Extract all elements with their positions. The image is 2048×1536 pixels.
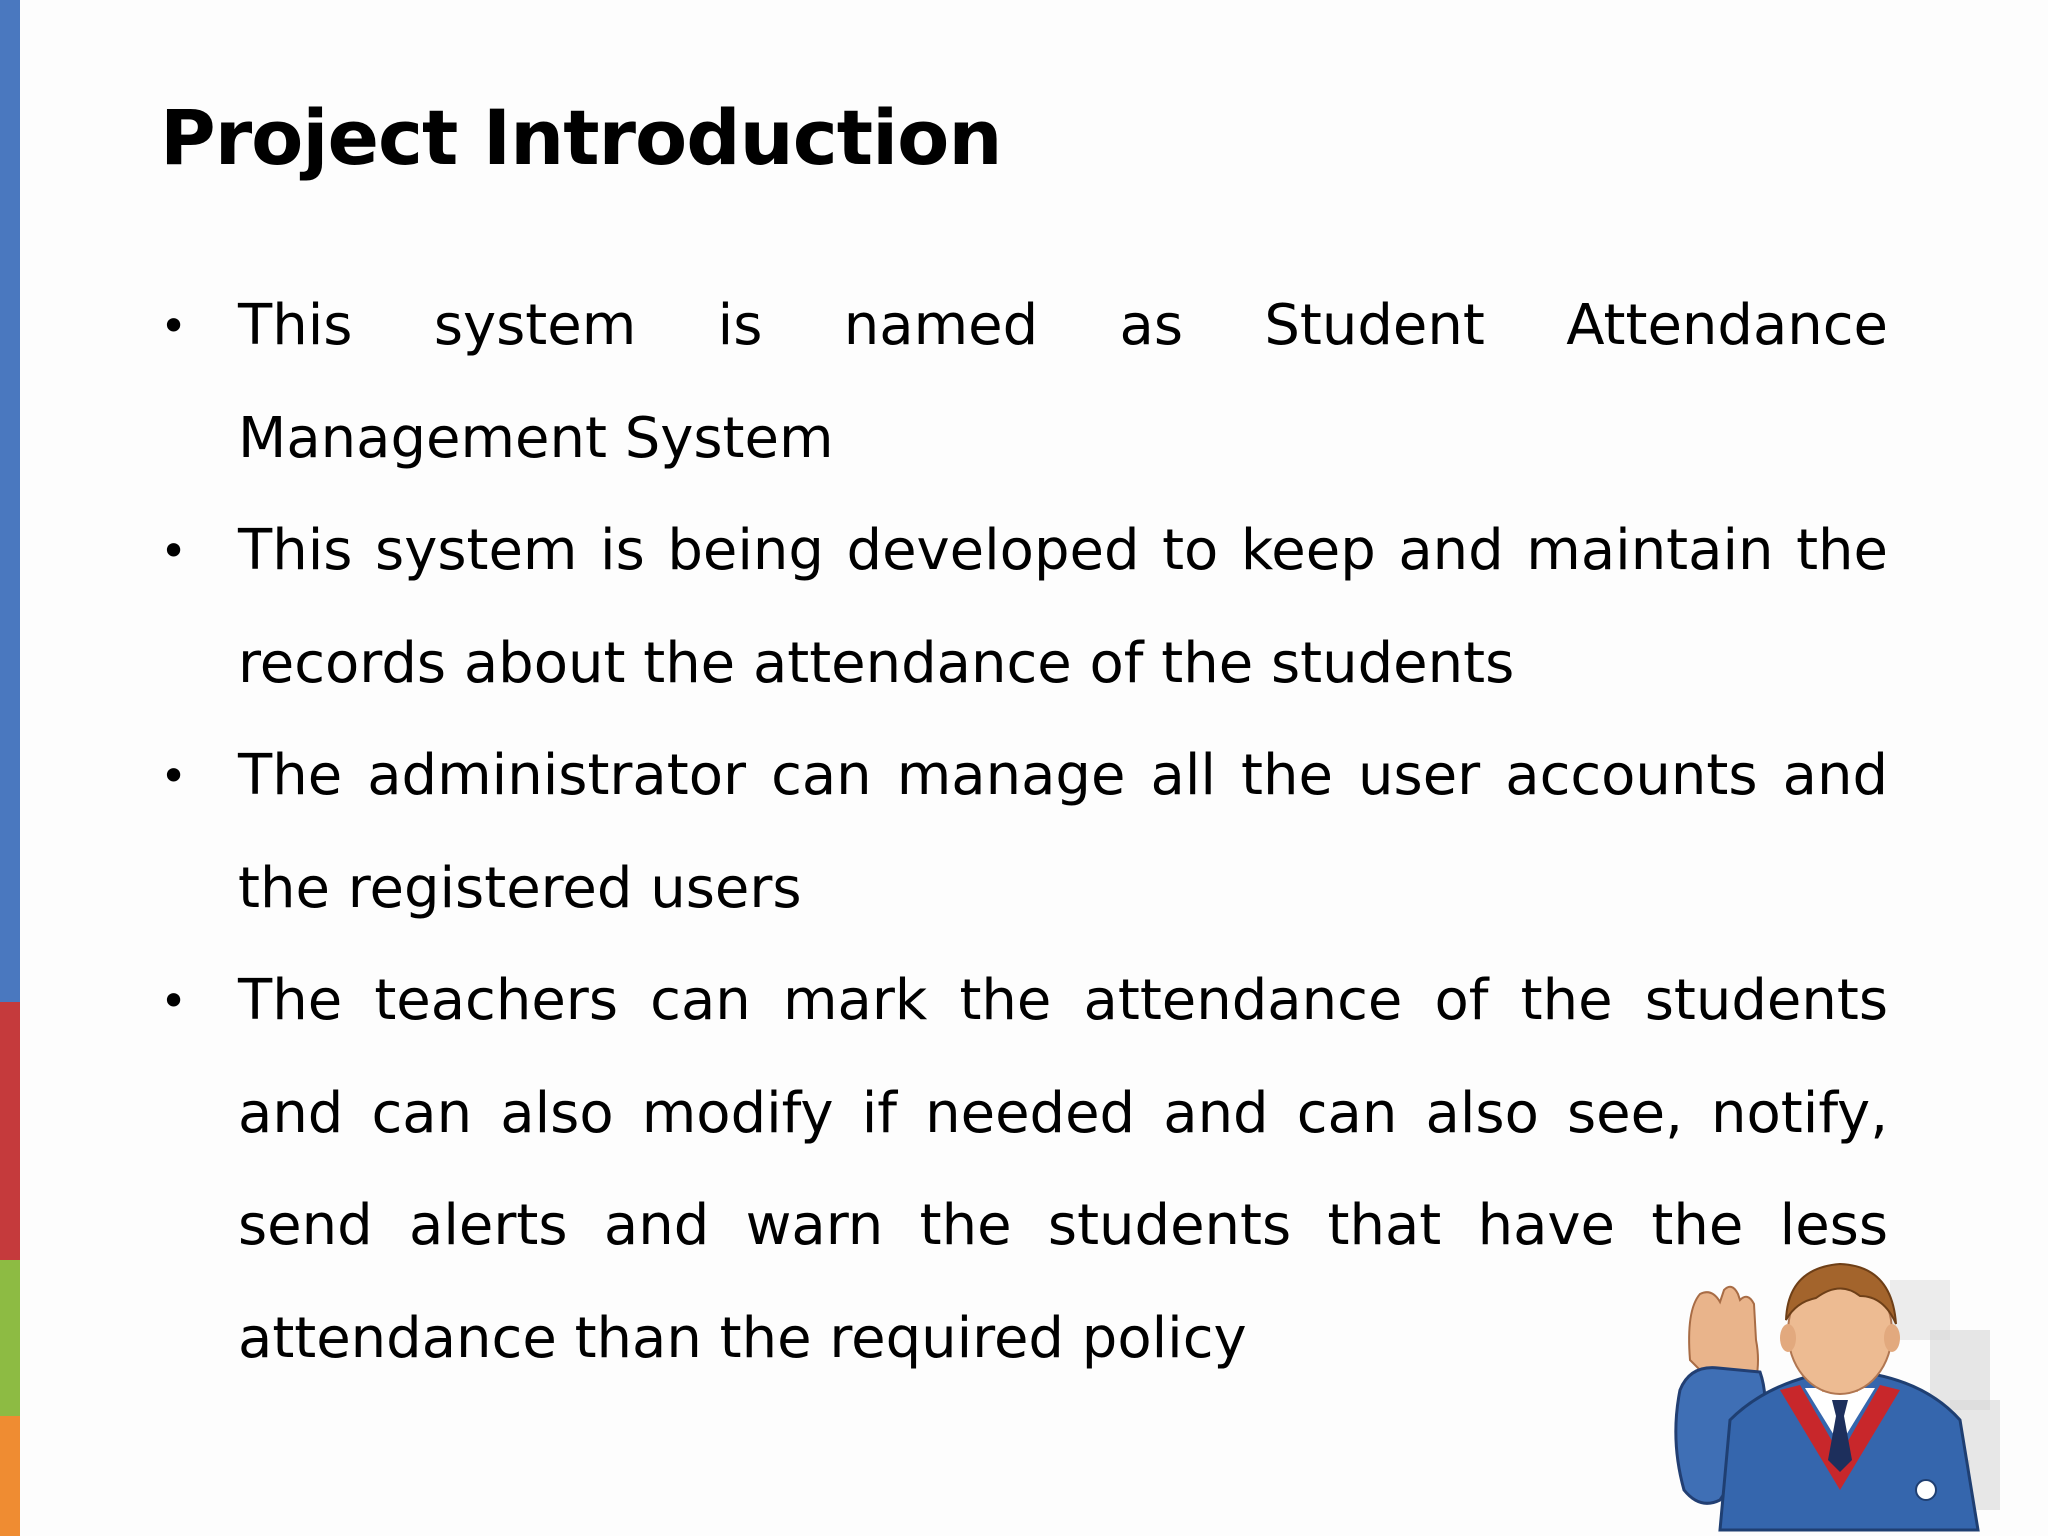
- bullet-dot: •: [160, 299, 188, 353]
- bullet-text: This system is named as Student Attendance Management System: [238, 293, 1924, 471]
- bullet-text: The teachers can mark the attendance of the students and can also modify if needed and can also see, notify, send alerts and warn the students that have the less attendance than the required policy: [238, 968, 1888, 1371]
- strip-red-segment: [0, 1002, 20, 1260]
- bullet-dot: •: [160, 749, 188, 803]
- strip-orange-segment: [0, 1416, 20, 1536]
- bullet-text: This system is being developed to keep and maintain the records about the attendance of the students: [238, 518, 1888, 696]
- slide-title: Project Introduction: [160, 93, 1002, 182]
- bullet-item: [160, 945, 1888, 1395]
- bullet-list: [160, 270, 1924, 1395]
- bullet-item: [160, 270, 1924, 495]
- strip-green-segment: [0, 1260, 20, 1416]
- strip-blue-segment: [0, 0, 20, 1002]
- student-avatar-icon: [1660, 1240, 2010, 1536]
- bullet-dot: •: [160, 974, 188, 1028]
- bullet-dot: •: [160, 524, 188, 578]
- bullet-item: [160, 720, 1888, 945]
- left-color-strip: [0, 0, 20, 1536]
- bullet-item: [160, 495, 1888, 720]
- bullet-text: The administrator can manage all the user accounts and the registered users: [238, 743, 1888, 921]
